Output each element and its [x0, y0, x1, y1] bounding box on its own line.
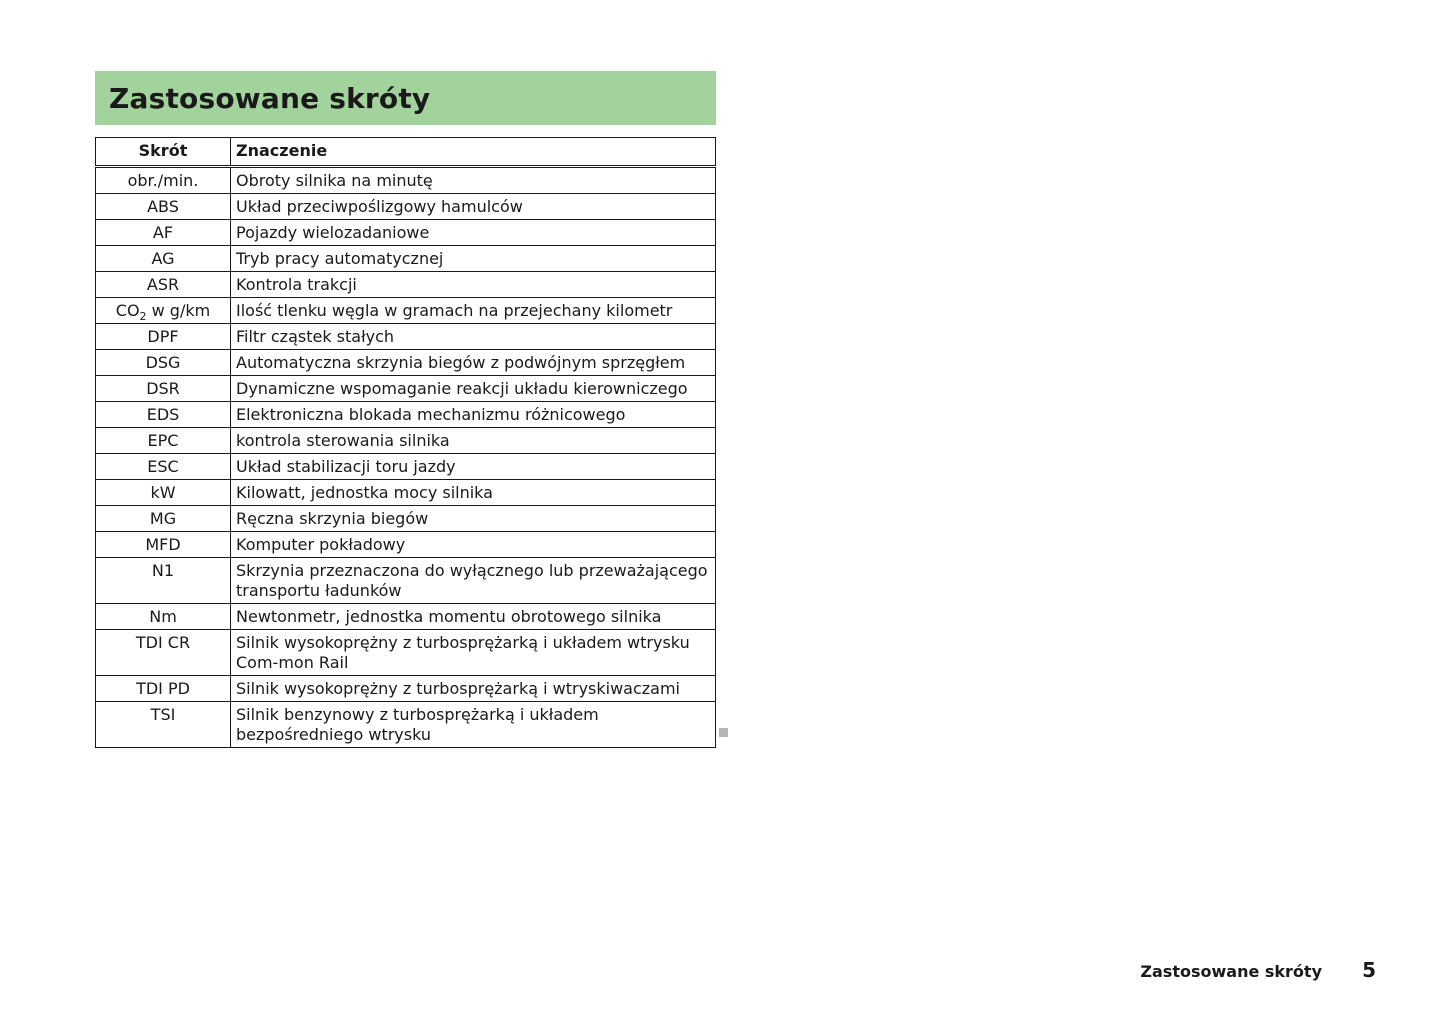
- abbr-cell: DSR: [96, 376, 231, 402]
- meaning-cell: Kilowatt, jednostka mocy silnika: [231, 480, 716, 506]
- abbr-cell: Nm: [96, 604, 231, 630]
- meaning-cell: kontrola sterowania silnika: [231, 428, 716, 454]
- table-row: [96, 676, 716, 702]
- meaning-cell: Automatyczna skrzynia biegów z podwójnym sprzęgłem: [231, 350, 716, 376]
- meaning-cell: Silnik wysokoprężny z turbosprężarką i wtryskiwaczami: [231, 676, 716, 702]
- abbr-cell: DPF: [96, 324, 231, 350]
- section-header: [95, 71, 716, 125]
- table-row: [96, 428, 716, 454]
- abbr-cell: ABS: [96, 194, 231, 220]
- table-row: [96, 298, 716, 324]
- meaning-cell: Kontrola trakcji: [231, 272, 716, 298]
- meaning-cell: Elektroniczna blokada mechanizmu różnicowego: [231, 402, 716, 428]
- abbr-cell: kW: [96, 480, 231, 506]
- table-row: [96, 194, 716, 220]
- abbr-cell: [96, 298, 231, 324]
- abbr-cell: EPC: [96, 428, 231, 454]
- meaning-cell: Komputer pokładowy: [231, 532, 716, 558]
- section-end-marker: [719, 728, 728, 737]
- abbr-cell: TDI CR: [96, 630, 231, 676]
- table-row: [96, 246, 716, 272]
- table-row: [96, 702, 716, 748]
- meaning-cell: Układ stabilizacji toru jazdy: [231, 454, 716, 480]
- meaning-cell: Skrzynia przeznaczona do wyłącznego lub przeważającego transportu ładunków: [231, 558, 716, 604]
- meaning-cell: Ilość tlenku węgla w gramach na przejechany kilometr: [231, 298, 716, 324]
- table-row: [96, 272, 716, 298]
- abbreviations-table: [95, 137, 716, 748]
- footer-section-title: Zastosowane skróty: [1140, 962, 1322, 981]
- abbr-cell: obr./min.: [96, 167, 231, 194]
- meaning-cell: Filtr cząstek stałych: [231, 324, 716, 350]
- abbr-co: CO: [115, 301, 140, 320]
- meaning-cell: Pojazdy wielozadaniowe: [231, 220, 716, 246]
- meaning-cell: Newtonmetr, jednostka momentu obrotowego silnika: [231, 604, 716, 630]
- abbr-cell: EDS: [96, 402, 231, 428]
- table-row: [96, 350, 716, 376]
- column-header-meaning: Znaczenie: [231, 138, 716, 167]
- table-row: [96, 167, 716, 194]
- table-row: [96, 402, 716, 428]
- table-row: [96, 220, 716, 246]
- table-row: [96, 454, 716, 480]
- abbr-cell: TDI PD: [96, 676, 231, 702]
- abbr-subscript: 2: [139, 310, 147, 324]
- table-row: [96, 506, 716, 532]
- column-header-abbreviation: Skrót: [96, 138, 231, 167]
- table-row: [96, 604, 716, 630]
- table-row: [96, 630, 716, 676]
- abbr-cell: DSG: [96, 350, 231, 376]
- meaning-cell: Tryb pracy automatycznej: [231, 246, 716, 272]
- meaning-cell: Silnik wysokoprężny z turbosprężarką i układem wtrysku Com-mon Rail: [231, 630, 716, 676]
- table-row: [96, 376, 716, 402]
- page-number: 5: [1362, 958, 1376, 982]
- meaning-cell: Silnik benzynowy z turbosprężarką i układem bezpośredniego wtrysku: [231, 702, 716, 748]
- meaning-cell: Układ przeciwpoślizgowy hamulców: [231, 194, 716, 220]
- abbr-unit: w g/km: [146, 301, 211, 320]
- table-header-row: [96, 138, 716, 167]
- abbr-cell: N1: [96, 558, 231, 604]
- abbr-cell: AF: [96, 220, 231, 246]
- abbr-cell: MG: [96, 506, 231, 532]
- abbr-cell: AG: [96, 246, 231, 272]
- table-row: [96, 480, 716, 506]
- page-title: Zastosowane skróty: [109, 81, 431, 115]
- meaning-cell: Dynamiczne wspomaganie reakcji układu kierowniczego: [231, 376, 716, 402]
- meaning-cell: Ręczna skrzynia biegów: [231, 506, 716, 532]
- meaning-cell: Obroty silnika na minutę: [231, 167, 716, 194]
- table-row: [96, 558, 716, 604]
- abbr-cell: MFD: [96, 532, 231, 558]
- abbr-cell: ASR: [96, 272, 231, 298]
- table-row: [96, 324, 716, 350]
- abbr-cell: ESC: [96, 454, 231, 480]
- abbr-cell: TSI: [96, 702, 231, 748]
- table-row: [96, 532, 716, 558]
